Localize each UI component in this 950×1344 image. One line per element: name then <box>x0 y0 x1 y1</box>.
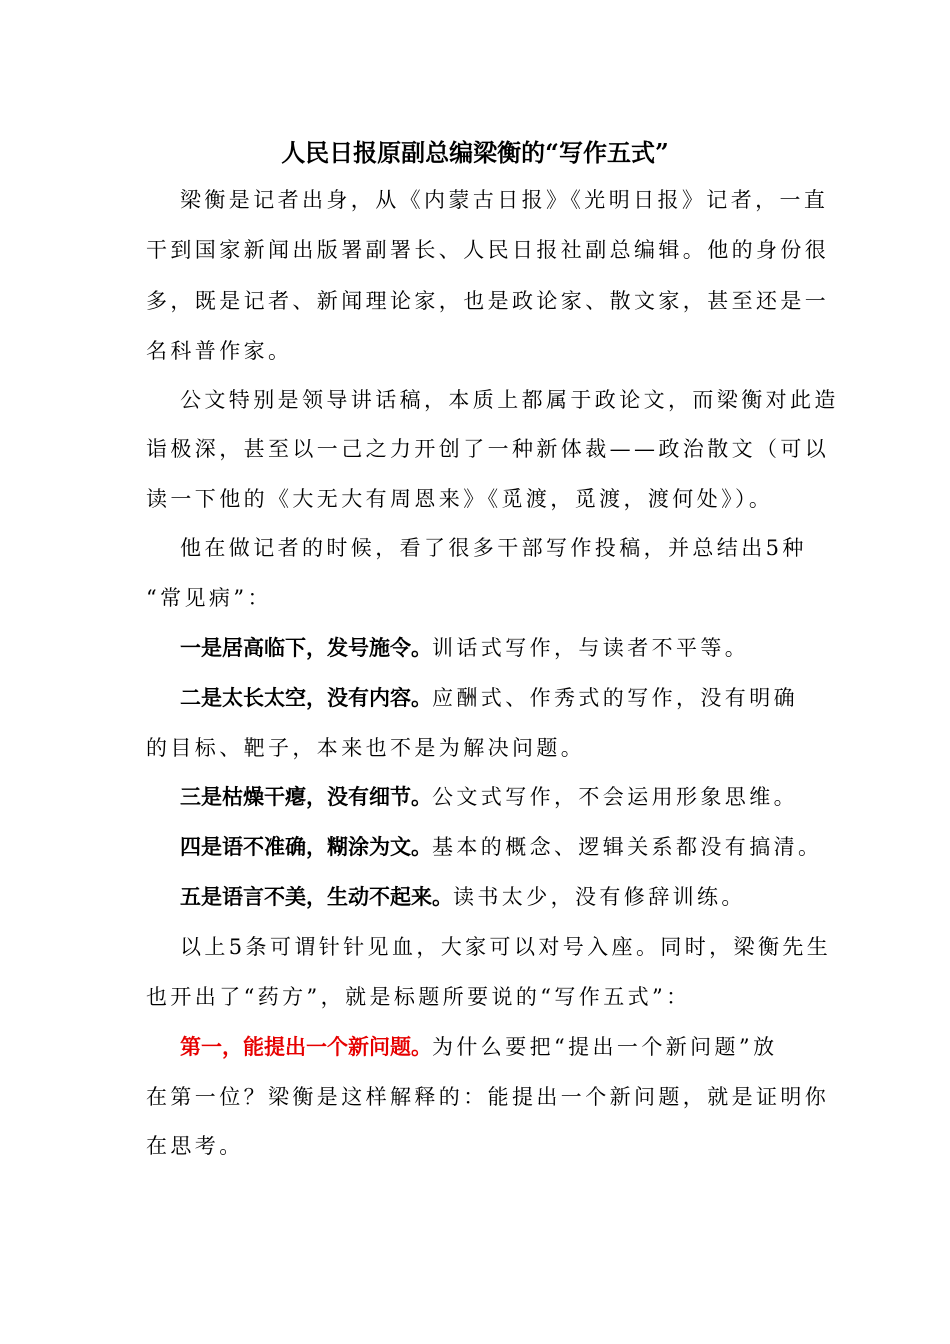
paragraph-2-line-3: 读一下他的《大无大有周恩来》《觅渡，觅渡，渡何处》）。 <box>146 487 774 511</box>
document-title: 人民日报原副总编梁衡的“写作五式” <box>281 138 669 167</box>
list-item-2-continuation: 的目标、靶子，本来也不是为解决问题。 <box>146 736 586 760</box>
list-item-2-heading: 二是太长太空，没有内容。 <box>180 685 432 710</box>
paragraph-1-line-3: 多，既是记者、新闻理论家，也是政论家、散文家，甚至还是一 <box>146 289 830 313</box>
paragraph-3-line-1: 他在做记者的时候，看了很多干部写作投稿，并总结出5种 <box>180 536 807 560</box>
list-item-1 <box>180 633 749 663</box>
paragraph-4-line-2: 也开出了“药方”，就是标题所要说的“写作五式”： <box>146 985 691 1009</box>
paragraph-5-line-3: 在思考。 <box>146 1134 244 1158</box>
list-item-2 <box>180 683 798 713</box>
paragraph-2-line-2: 诣极深，甚至以一己之力开创了一种新体裁——政治散文（可以 <box>146 437 830 461</box>
list-item-1-text: 训话式写作，与读者不平等。 <box>432 636 750 660</box>
list-item-3 <box>180 782 798 812</box>
list-item-5-heading: 五是语言不美，生动不起来。 <box>180 884 453 909</box>
paragraph-5-line-2: 在第一位？梁衡是这样解释的：能提出一个新问题，就是证明你 <box>146 1085 830 1109</box>
list-item-4-heading: 四是语不准确，糊涂为文。 <box>180 834 432 859</box>
paragraph-1-line-2: 干到国家新闻出版署副署长、人民日报社副总编辑。他的身份很 <box>146 238 830 262</box>
paragraph-3-line-2: “常见病”： <box>146 586 272 610</box>
method-1-text: 为什么要把“提出一个新问题”放 <box>432 1035 778 1059</box>
list-item-4-text: 基本的概念、逻辑关系都没有搞清。 <box>432 835 823 859</box>
list-item-1-heading: 一是居高临下，发号施令。 <box>180 635 432 660</box>
list-item-4 <box>180 832 822 862</box>
paragraph-2-line-1: 公文特别是领导讲话稿，本质上都属于政论文，而梁衡对此造 <box>180 388 839 412</box>
paragraph-5-line-1 <box>180 1032 777 1062</box>
paragraph-4-line-1: 以上5条可谓针针见血，大家可以对号入座。同时，梁衡先生 <box>180 935 832 959</box>
list-item-2-text: 应酬式、作秀式的写作，没有明确 <box>432 686 798 710</box>
paragraph-1-line-1: 梁衡是记者出身，从《内蒙古日报》《光明日报》记者，一直 <box>180 188 829 212</box>
list-item-3-text: 公文式写作，不会运用形象思维。 <box>432 785 798 809</box>
list-item-3-heading: 三是枯燥干瘪，没有细节。 <box>180 784 432 809</box>
method-1-heading: 第一，能提出一个新问题。 <box>180 1034 432 1059</box>
paragraph-1-line-4: 名科普作家。 <box>146 339 293 363</box>
list-item-5 <box>180 882 746 912</box>
list-item-5-text: 读书太少，没有修辞训练。 <box>453 885 746 909</box>
